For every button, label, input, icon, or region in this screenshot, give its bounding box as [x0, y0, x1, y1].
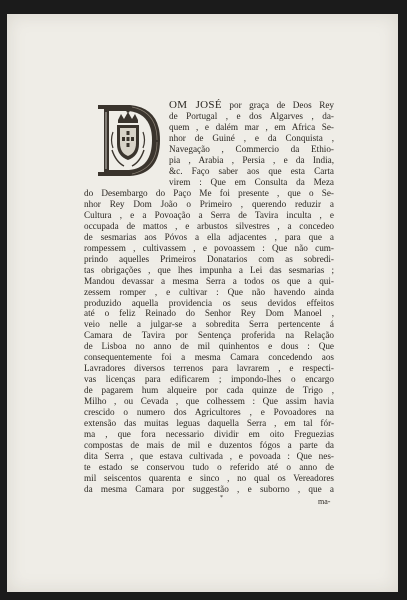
text-line: zessem romper , e cultivar : Que não havendo ainda	[84, 286, 334, 297]
opening-line-1: OM JOSÉ por graça de Deos Rey	[169, 99, 334, 111]
text-line: prindo aquelles Primeiros Donatarios com as sobredi-	[84, 253, 334, 264]
text-line: compostas de mais de mil e duzentos fógos a parte da	[84, 439, 334, 450]
text-line: crescido o numero dos Agricultores , e Povoadores na	[84, 407, 334, 418]
text-line: te estado se conservou tudo o referido até o anno de	[84, 461, 334, 472]
text-line: ma , que fora necessario dividir em oito Freguezias	[84, 428, 334, 439]
text-line: virem : Que em Consulta da Meza	[169, 176, 334, 187]
text-line: Milho , ou Cevada , que colhessem : Que assim havia	[84, 396, 334, 407]
text-line: produzido aquella providencia os seus devidos effeitos	[84, 297, 334, 308]
text-line: de sesmarias aos Póvos a ella adjacentes , para que a	[84, 231, 334, 242]
text-line: do Desembargo do Paço Me foi presente , que o Se-	[84, 188, 334, 198]
text-line: consequentemente foi a mesma Camara concedendo aos	[84, 352, 334, 363]
decorated-initial-d-with-royal-arms	[94, 102, 163, 179]
text-line: dita Serra , que estava cultivada , e povoada : Que nes-	[84, 450, 334, 461]
text-line: de pagarem hum alqueire por cada quinze de Trigo ,	[84, 385, 334, 396]
text-line: nhor Rey Dom João o Primeiro , querendo reduzir a	[84, 198, 334, 209]
text-line: extensão das muitas leguas daquella Serra , em tal fór-	[84, 418, 334, 429]
signature-mark: *	[220, 495, 223, 501]
text-line: rompessem , cultivassem , e povoassem : Que não cum-	[84, 242, 334, 253]
text-line: Cultura , e a Povoação a Serra de Tavira inculta , e	[84, 209, 334, 220]
text-line: mil seiscentos quarenta e sinco , no qual os Vereadores	[84, 472, 334, 483]
text-line: vas licenças para edificarem ; impondo-lhes o encargo	[84, 374, 334, 385]
text-line: de Lisboa no anno de mil quinhentos e dous : Que	[84, 341, 334, 352]
body-text	[84, 188, 334, 495]
text-line: até o feliz Reinado do Senhor Rey Dom Manoel ,	[84, 308, 334, 319]
text-line: Mandou devassar a mesma Serra a todos os que a qui-	[84, 275, 334, 286]
text-line: de Portugal , e dos Algarves , da-	[169, 110, 334, 121]
text-line: tas obrigações , que lhes impunha a Lei das sesmarias ;	[84, 264, 334, 275]
document-page	[7, 14, 398, 592]
text-line: da mesma Camara por suggestão , e suborno , que a	[84, 483, 334, 494]
text-line: &c. Faço saber aos que esta Carta	[169, 165, 334, 176]
text-line: occupada de mattos , e arbustos silvestres , a concedeo	[84, 220, 334, 231]
catchword: ma-	[318, 497, 331, 506]
opening-lines	[169, 100, 334, 188]
text-line: Navegação , Commercio da Ethio-	[169, 143, 334, 154]
text-line: quem , e dalém mar , em Africa Se-	[169, 121, 334, 132]
text-line: veio nelle a julgar-se a sobredita Serra pertencente á	[84, 319, 334, 330]
text-line: Camara de Tavira por Sentença proferida na Relação	[84, 330, 334, 341]
text-line: Lavradores diversos terrenos para lavrarem , e respecti-	[84, 363, 334, 374]
text-line: pia , Arabia , Persia , e da India,	[169, 154, 334, 165]
opening-word: OM JOSÉ	[169, 99, 222, 111]
text-line: nhor de Guiné , e da Conquista ,	[169, 132, 334, 143]
